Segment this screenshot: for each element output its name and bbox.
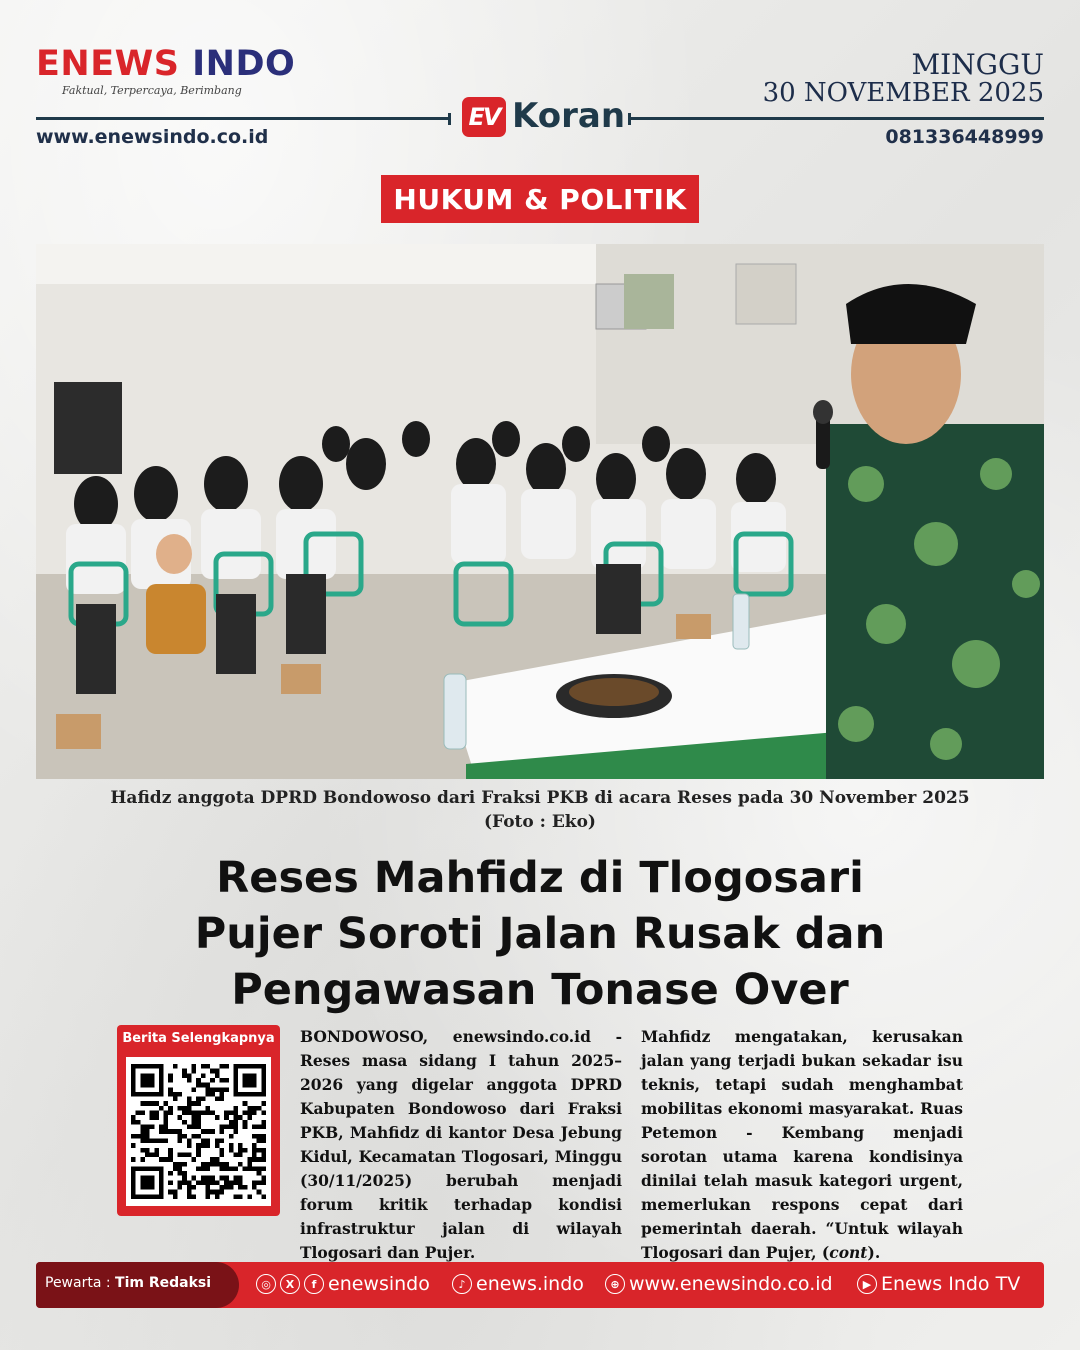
website-text: www.enewsindo.co.id [629, 1273, 833, 1295]
youtube-channel: Enews Indo TV [881, 1273, 1021, 1295]
edition-name: Koran [512, 96, 626, 136]
qr-label: Berita Selengkapnya [122, 1031, 275, 1046]
social-handle: enewsindo [328, 1273, 430, 1295]
x-icon: X [280, 1274, 300, 1294]
facebook-icon: f [304, 1274, 324, 1294]
header-rule-left [36, 117, 450, 120]
article-photo [36, 244, 1044, 779]
photo-caption-text: Hafidz anggota DPRD Bondowoso dari Fraksi PKB di acara Reses pada 30 November 2025 [110, 788, 970, 808]
globe-icon: ⊕ [605, 1274, 625, 1294]
publish-date: 30 NOVEMBER 2025 [762, 78, 1044, 108]
brand-name-red: ENEWS [36, 44, 180, 84]
contact-phone: 081336448999 [885, 126, 1044, 148]
tiktok-link[interactable] [452, 1273, 584, 1295]
youtube-icon: ▶ [857, 1274, 877, 1294]
qr-code-icon[interactable] [126, 1057, 271, 1206]
author-label: Pewarta : [45, 1275, 111, 1291]
brand-tagline: Faktual, Terpercaya, Berimbang [62, 84, 242, 97]
author-name: Tim Redaksi [115, 1275, 212, 1291]
website-url[interactable]: www.enewsindo.co.id [36, 126, 269, 148]
headline-line: Pengawasan Tonase Over [231, 965, 849, 1015]
instagram-icon: ◎ [256, 1274, 276, 1294]
youtube-link[interactable] [857, 1273, 1020, 1295]
tiktok-handle: enews.indo [476, 1273, 584, 1295]
photo-credit: (Foto : Eko) [484, 812, 596, 832]
edition-logo-icon: EV [462, 97, 506, 137]
article-headline [60, 850, 1020, 1018]
publish-day: MINGGU [911, 48, 1044, 81]
article-continued: cont [829, 1243, 868, 1262]
tiktok-icon: ♪ [452, 1274, 472, 1294]
photo-caption [36, 786, 1044, 834]
article-column-2 [641, 1025, 963, 1265]
brand-logo [36, 44, 295, 84]
headline-line: Reses Mahfidz di Tlogosari [216, 853, 864, 903]
headline-line: Pujer Soroti Jalan Rusak dan [194, 909, 886, 959]
header-rule-cap [448, 113, 451, 125]
website-link[interactable] [605, 1273, 833, 1295]
article-text-end: ). [867, 1243, 881, 1262]
article-column-1: BONDOWOSO, enewsindo.co.id - Reses masa sidang I tahun 2025–2026 yang digelar anggota DPRD Kabupaten Bondowoso dari Fraksi PKB, Mahfidz di kantor Desa Jebung Kidul, Kecamatan Tlogosari, Minggu (30/11/2025) berubah menjadi forum kritik terhadap kondisi infrastruktur jalan di wilayah Tlogosari dan Pujer. [300, 1027, 622, 1262]
social-handle-link[interactable] [256, 1273, 430, 1295]
article-text: Mahfidz mengatakan, kerusakan jalan yang terjadi bukan sekadar isu teknis, tetapi sudah menghambat mobilitas ekonomi masyarakat. Ruas Petemon - Kembang menjadi sorotan utama karena kondisinya dinilai telah masuk kategori urgent, memerlukan respons cepat dari pemerintah daerah. “Untuk wilayah Tlogosari dan Pujer, ( [641, 1027, 963, 1262]
header-rule-right [628, 117, 1044, 120]
brand-name-blue: INDO [192, 44, 296, 84]
header-rule-cap [628, 113, 631, 125]
section-badge: HUKUM & POLITIK [381, 175, 699, 223]
author-credit [45, 1275, 211, 1291]
